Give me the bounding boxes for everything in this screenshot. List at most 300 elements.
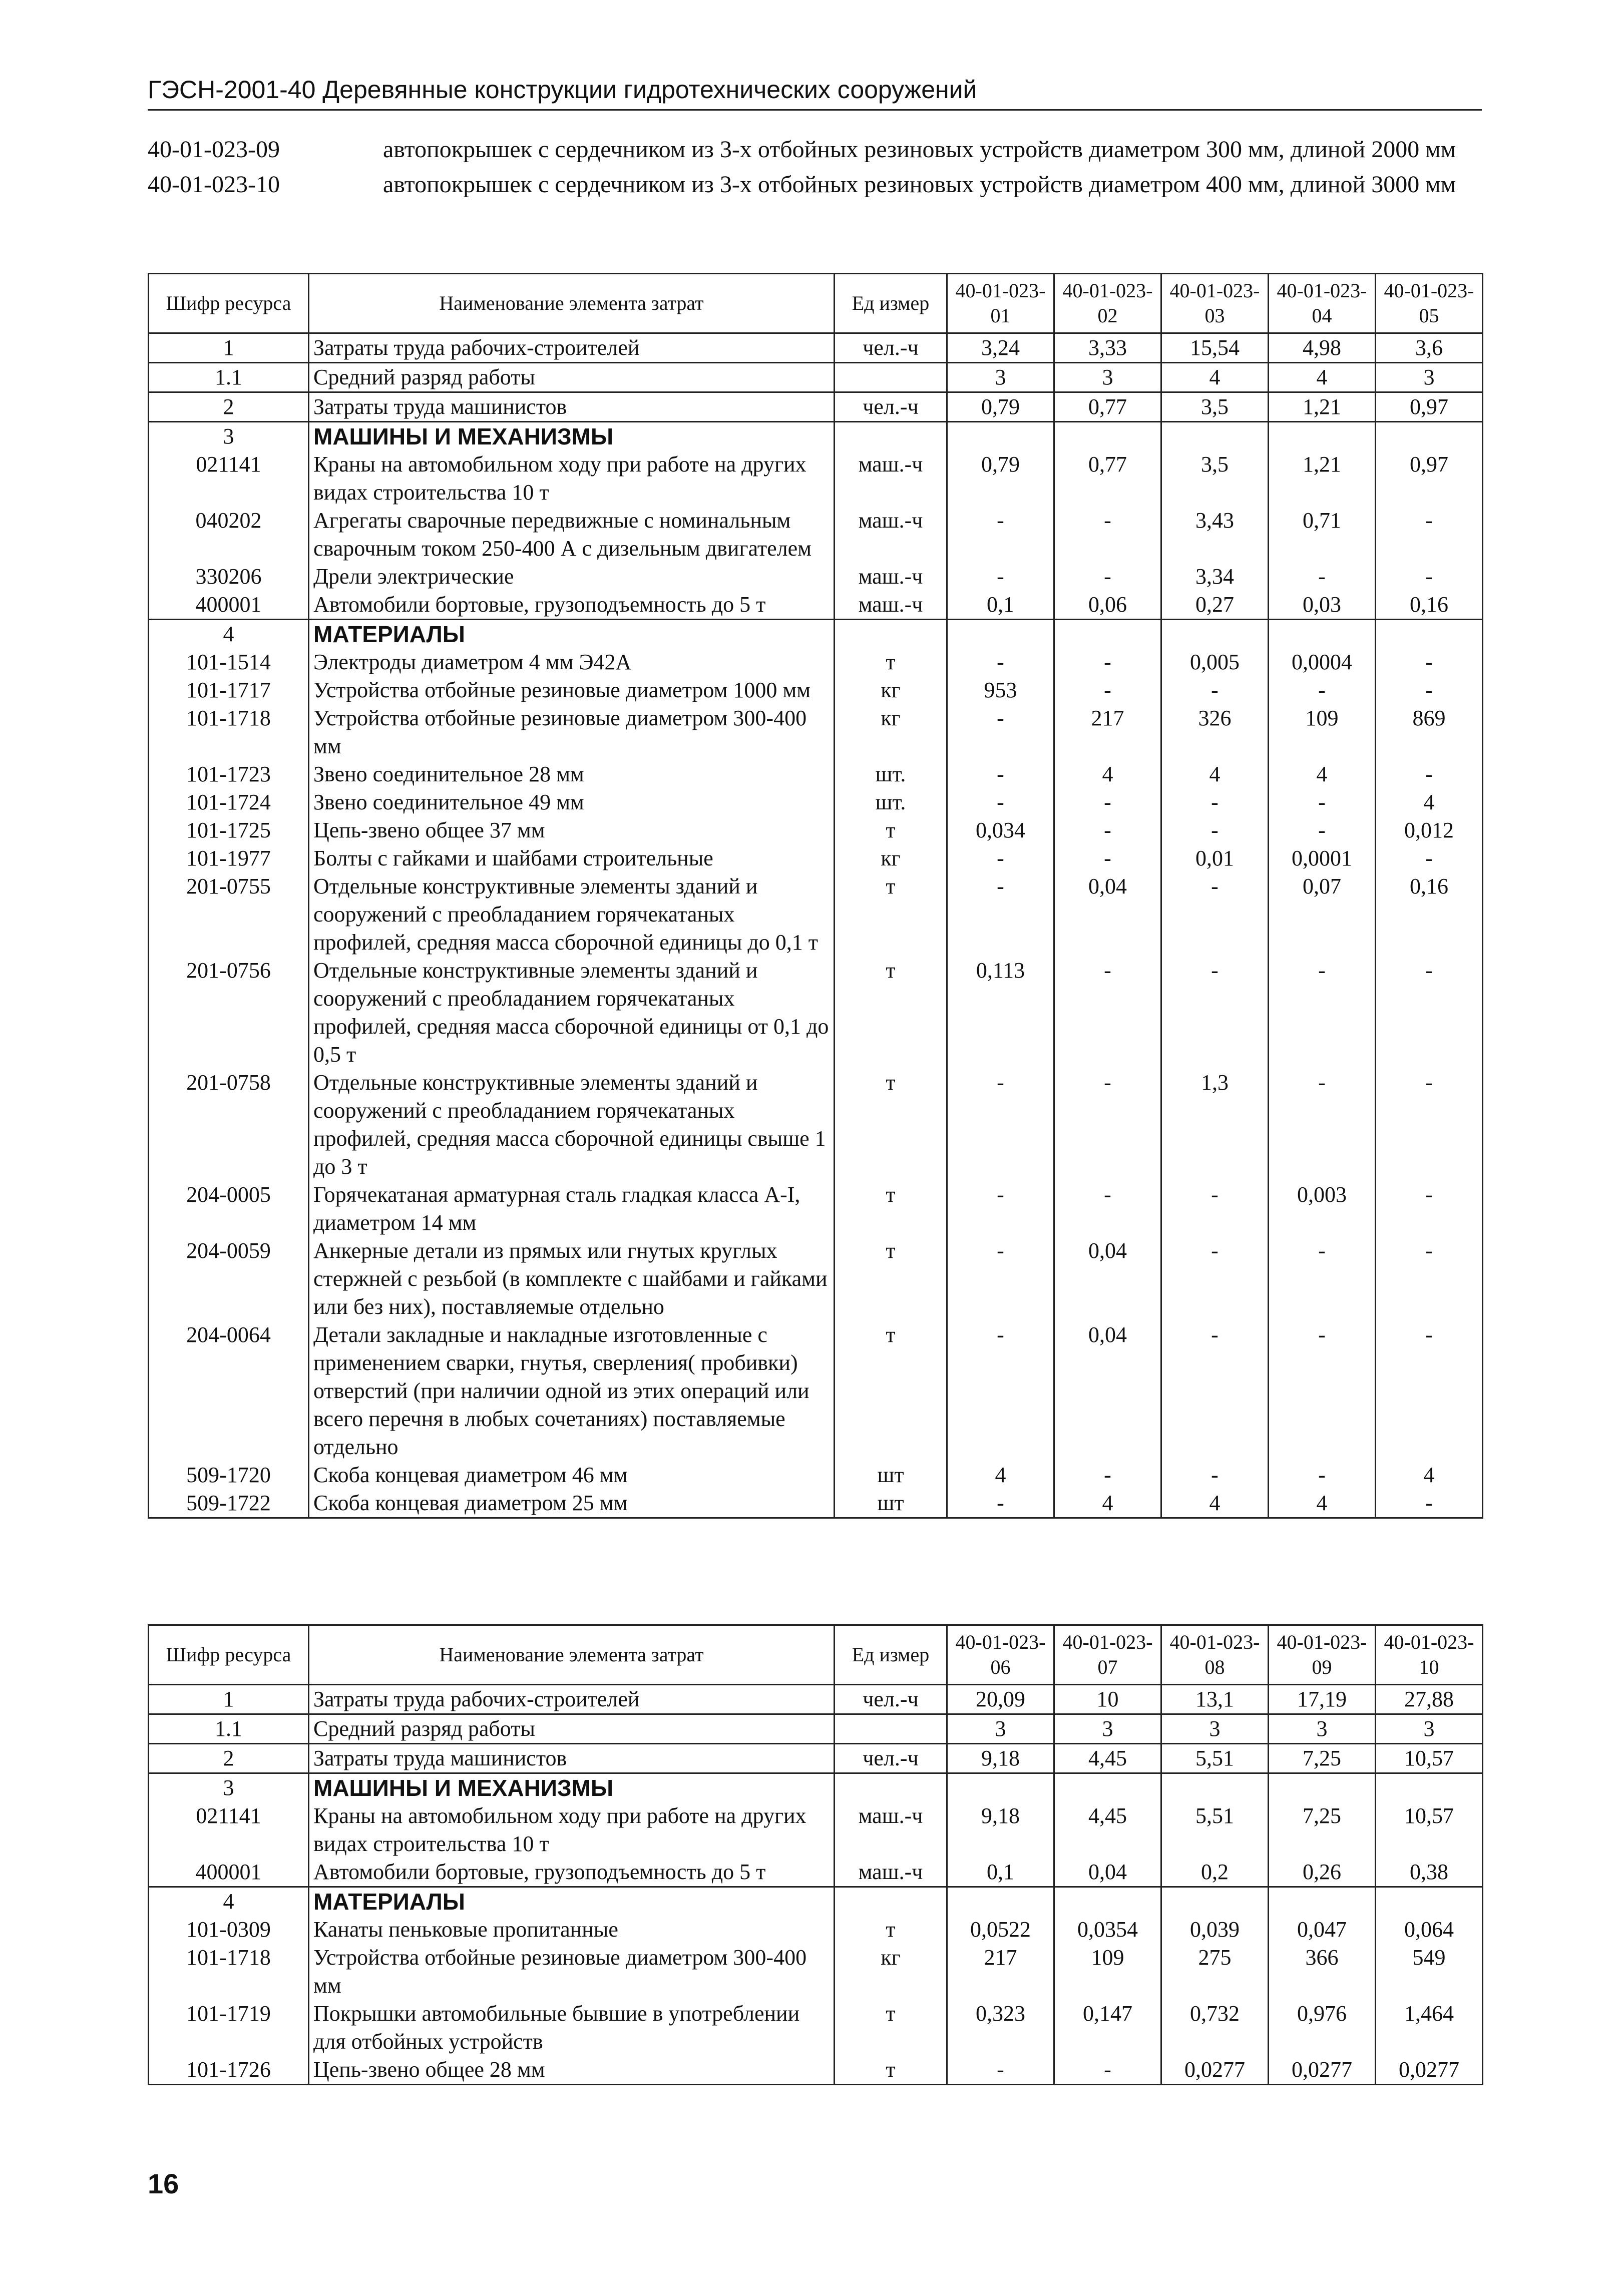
row-value: 4 xyxy=(1376,788,1483,816)
row-code: 4 xyxy=(149,1887,309,1916)
row-value xyxy=(1054,620,1161,649)
row-value: - xyxy=(1376,507,1483,563)
row-value: 4,45 xyxy=(1054,1744,1161,1773)
row-code: 1.1 xyxy=(149,1714,309,1744)
row-unit: шт. xyxy=(835,788,947,816)
row-value: 0,07 xyxy=(1269,872,1376,957)
row-value xyxy=(1376,1887,1483,1916)
row-value: 0,113 xyxy=(947,957,1054,1069)
row-value: 17,19 xyxy=(1269,1685,1376,1714)
row-name: Отдельные конструктивные элементы зданий и сооружений с преобладанием горячекатаных профилей, средняя масса сборочной единицы до 0,1 т xyxy=(309,872,835,957)
row-value: 366 xyxy=(1269,1944,1376,2000)
table-row xyxy=(149,422,1483,451)
row-name: Цепь-звено общее 28 мм xyxy=(309,2056,835,2085)
row-value: 9,18 xyxy=(947,1744,1054,1773)
row-value: 0,2 xyxy=(1161,1858,1269,1887)
page-header: ГЭСН-2001-40 Деревянные конструкции гидротехнических сооружений xyxy=(148,75,1482,111)
row-value: 217 xyxy=(1054,704,1161,760)
row-unit xyxy=(835,422,947,451)
table-row xyxy=(149,816,1483,844)
row-unit: маш.-ч xyxy=(835,450,947,507)
row-value: - xyxy=(1054,563,1161,591)
row-value xyxy=(947,620,1054,649)
row-code: 021141 xyxy=(149,450,309,507)
row-code: 101-1717 xyxy=(149,676,309,704)
row-value: 0,047 xyxy=(1269,1916,1376,1944)
row-name: Канаты пеньковые пропитанные xyxy=(309,1916,835,1944)
row-value: - xyxy=(1054,1181,1161,1237)
table-row xyxy=(149,704,1483,760)
row-name: Средний разряд работы xyxy=(309,1714,835,1744)
table-row xyxy=(149,1321,1483,1461)
row-value: 3 xyxy=(1054,363,1161,392)
row-name: Болты с гайками и шайбами строительные xyxy=(309,844,835,872)
row-name: Звено соединительное 28 мм xyxy=(309,760,835,788)
row-value: - xyxy=(1161,872,1269,957)
row-value: 3 xyxy=(947,363,1054,392)
row-name: Автомобили бортовые, грузоподъемность до 5 т xyxy=(309,591,835,620)
row-value xyxy=(1054,1773,1161,1802)
row-unit xyxy=(835,363,947,392)
row-unit: чел.-ч xyxy=(835,1744,947,1773)
row-code: 101-1977 xyxy=(149,844,309,872)
row-code: 400001 xyxy=(149,591,309,620)
row-value: 109 xyxy=(1269,704,1376,760)
row-value: 3 xyxy=(947,1714,1054,1744)
resource-table-2 xyxy=(148,1624,1483,2085)
row-value: - xyxy=(947,1237,1054,1321)
row-value: 0,16 xyxy=(1376,872,1483,957)
row-value: 1,3 xyxy=(1161,1069,1269,1181)
row-name: Устройства отбойные резиновые диаметром 300-400 мм xyxy=(309,1944,835,2000)
table-row xyxy=(149,1916,1483,1944)
header-unit: Ед измер xyxy=(835,274,947,333)
row-code: 330206 xyxy=(149,563,309,591)
table-row xyxy=(149,1858,1483,1887)
row-unit: чел.-ч xyxy=(835,392,947,422)
row-value: 4 xyxy=(1054,1489,1161,1518)
table-row xyxy=(149,1944,1483,2000)
row-name: Затраты труда машинистов xyxy=(309,1744,835,1773)
row-value: 3,5 xyxy=(1161,392,1269,422)
row-code: 509-1722 xyxy=(149,1489,309,1518)
row-value: - xyxy=(1269,1069,1376,1181)
row-value: - xyxy=(1376,676,1483,704)
row-value: 5,51 xyxy=(1161,1802,1269,1858)
row-code: 400001 xyxy=(149,1858,309,1887)
row-name: Детали закладные и накладные изготовленные с применением сварки, гнутья, сверления( пробивки) отверстий (при наличии одной из этих операций или всего перечня в любых сочетаниях) поставляемые отдельно xyxy=(309,1321,835,1461)
table-row xyxy=(149,844,1483,872)
row-name: Устройства отбойные резиновые диаметром 1000 мм xyxy=(309,676,835,704)
intro-item xyxy=(148,135,1482,164)
row-unit: кг xyxy=(835,676,947,704)
row-value: 9,18 xyxy=(947,1802,1054,1858)
row-value: - xyxy=(1376,1237,1483,1321)
row-unit: чел.-ч xyxy=(835,333,947,363)
row-value: - xyxy=(1054,648,1161,676)
row-value: 0,0004 xyxy=(1269,648,1376,676)
row-unit xyxy=(835,1773,947,1802)
table-row xyxy=(149,760,1483,788)
row-value: 0,0277 xyxy=(1161,2056,1269,2085)
row-code: 2 xyxy=(149,392,309,422)
row-value: 0,79 xyxy=(947,450,1054,507)
row-value: - xyxy=(1269,1237,1376,1321)
table-row xyxy=(149,788,1483,816)
row-unit: шт. xyxy=(835,760,947,788)
row-code: 3 xyxy=(149,1773,309,1802)
row-value xyxy=(1376,422,1483,451)
row-value: 0,0277 xyxy=(1376,2056,1483,2085)
row-value: 0,034 xyxy=(947,816,1054,844)
row-value xyxy=(1054,1887,1161,1916)
row-value: 0,27 xyxy=(1161,591,1269,620)
row-value: 20,09 xyxy=(947,1685,1054,1714)
header-code: Шифр ресурса xyxy=(149,274,309,333)
intro-code: 40-01-023-09 xyxy=(148,136,280,163)
row-value: 10 xyxy=(1054,1685,1161,1714)
row-unit: маш.-ч xyxy=(835,507,947,563)
row-value: - xyxy=(1269,788,1376,816)
header-code: Шифр ресурса xyxy=(149,1625,309,1685)
row-value: 0,147 xyxy=(1054,2000,1161,2056)
row-value: - xyxy=(1269,676,1376,704)
row-value: 7,25 xyxy=(1269,1802,1376,1858)
row-code: 2 xyxy=(149,1744,309,1773)
row-value: 4 xyxy=(1269,1489,1376,1518)
row-unit xyxy=(835,620,947,649)
row-code: 101-1719 xyxy=(149,2000,309,2056)
table-row xyxy=(149,620,1483,649)
row-value xyxy=(1269,422,1376,451)
row-name: Затраты труда рабочих-строителей xyxy=(309,1685,835,1714)
row-value: - xyxy=(1161,816,1269,844)
row-unit: т xyxy=(835,2000,947,2056)
row-code: 509-1720 xyxy=(149,1461,309,1489)
row-value: 0,003 xyxy=(1269,1181,1376,1237)
row-code: 201-0755 xyxy=(149,872,309,957)
row-value: 4 xyxy=(1269,363,1376,392)
row-value: 0,1 xyxy=(947,1858,1054,1887)
row-name: Цепь-звено общее 37 мм xyxy=(309,816,835,844)
table-header-row xyxy=(149,1625,1483,1685)
table-row xyxy=(149,1887,1483,1916)
row-value: - xyxy=(1161,1321,1269,1461)
row-name: Затраты труда машинистов xyxy=(309,392,835,422)
row-value: - xyxy=(1269,1461,1376,1489)
header-col: 40-01-023-02 xyxy=(1054,274,1161,333)
row-value: 0,064 xyxy=(1376,1916,1483,1944)
table-row xyxy=(149,507,1483,563)
row-value: 0,26 xyxy=(1269,1858,1376,1887)
table-row xyxy=(149,1802,1483,1858)
row-value: 4,98 xyxy=(1269,333,1376,363)
row-name: Краны на автомобильном ходу при работе на других видах строительства 10 т xyxy=(309,450,835,507)
row-value: 0,04 xyxy=(1054,1237,1161,1321)
row-value: - xyxy=(1054,1069,1161,1181)
row-value: 0,38 xyxy=(1376,1858,1483,1887)
row-value: 4 xyxy=(1161,363,1269,392)
row-name: Звено соединительное 49 мм xyxy=(309,788,835,816)
page-number: 16 xyxy=(148,2168,179,2199)
row-value: 1,21 xyxy=(1269,392,1376,422)
row-name: Покрышки автомобильные бывшие в употреблении для отбойных устройств xyxy=(309,2000,835,2056)
row-value: 4 xyxy=(1161,760,1269,788)
row-value: 5,51 xyxy=(1161,1744,1269,1773)
row-name: Горячекатаная арматурная сталь гладкая класса А-I, диаметром 14 мм xyxy=(309,1181,835,1237)
row-code: 040202 xyxy=(149,507,309,563)
table-row xyxy=(149,392,1483,422)
row-value: 0,97 xyxy=(1376,450,1483,507)
row-unit: шт xyxy=(835,1489,947,1518)
table-row xyxy=(149,363,1483,392)
row-value: - xyxy=(947,507,1054,563)
row-code: 4 xyxy=(149,620,309,649)
row-code: 204-0064 xyxy=(149,1321,309,1461)
row-value: 0,77 xyxy=(1054,450,1161,507)
table-row xyxy=(149,1069,1483,1181)
row-value: 3 xyxy=(1054,1714,1161,1744)
row-value: - xyxy=(947,648,1054,676)
row-value: 3 xyxy=(1376,363,1483,392)
row-value: - xyxy=(947,1069,1054,1181)
header-col: 40-01-023-07 xyxy=(1054,1625,1161,1685)
row-unit xyxy=(835,1714,947,1744)
row-value: - xyxy=(1054,788,1161,816)
row-value: 549 xyxy=(1376,1944,1483,2000)
table-row xyxy=(149,1237,1483,1321)
row-value: 3,5 xyxy=(1161,450,1269,507)
row-unit: маш.-ч xyxy=(835,1858,947,1887)
row-value: - xyxy=(1376,1489,1483,1518)
row-unit: маш.-ч xyxy=(835,591,947,620)
row-value: 15,54 xyxy=(1161,333,1269,363)
row-value: 0,06 xyxy=(1054,591,1161,620)
row-value: 0,005 xyxy=(1161,648,1269,676)
row-unit xyxy=(835,1887,947,1916)
row-code: 101-1723 xyxy=(149,760,309,788)
row-value: 0,04 xyxy=(1054,872,1161,957)
row-value: - xyxy=(947,760,1054,788)
row-value: - xyxy=(1376,1181,1483,1237)
row-unit: т xyxy=(835,648,947,676)
table-row xyxy=(149,591,1483,620)
row-code: 101-1724 xyxy=(149,788,309,816)
row-value: 0,97 xyxy=(1376,392,1483,422)
row-name: Скоба концевая диаметром 46 мм xyxy=(309,1461,835,1489)
row-value: 10,57 xyxy=(1376,1802,1483,1858)
table-row xyxy=(149,1181,1483,1237)
row-unit: т xyxy=(835,957,947,1069)
table-row xyxy=(149,1461,1483,1489)
row-name: Автомобили бортовые, грузоподъемность до 5 т xyxy=(309,1858,835,1887)
row-unit: т xyxy=(835,1069,947,1181)
row-value: - xyxy=(947,563,1054,591)
row-value: - xyxy=(947,1321,1054,1461)
row-value: 13,1 xyxy=(1161,1685,1269,1714)
header-col: 40-01-023-08 xyxy=(1161,1625,1269,1685)
row-value: - xyxy=(1054,816,1161,844)
row-value: 4 xyxy=(1376,1461,1483,1489)
row-code: 101-1718 xyxy=(149,704,309,760)
row-value xyxy=(947,1887,1054,1916)
intro-list xyxy=(148,135,1482,205)
table-row xyxy=(149,1773,1483,1802)
row-value xyxy=(947,1773,1054,1802)
row-name: Электроды диаметром 4 мм Э42А xyxy=(309,648,835,676)
row-value: - xyxy=(1269,957,1376,1069)
header-unit: Ед измер xyxy=(835,1625,947,1685)
row-value: - xyxy=(1376,760,1483,788)
table-row xyxy=(149,2056,1483,2085)
row-value: 4 xyxy=(1161,1489,1269,1518)
header-col: 40-01-023-09 xyxy=(1269,1625,1376,1685)
row-value: 4,45 xyxy=(1054,1802,1161,1858)
table-row xyxy=(149,333,1483,363)
row-unit: кг xyxy=(835,704,947,760)
row-name: МАТЕРИАЛЫ xyxy=(309,1887,835,1916)
row-value: - xyxy=(947,1489,1054,1518)
header-name: Наименование элемента затрат xyxy=(309,274,835,333)
row-value: - xyxy=(1054,844,1161,872)
row-code: 021141 xyxy=(149,1802,309,1858)
row-value: 0,323 xyxy=(947,2000,1054,2056)
row-value: 0,77 xyxy=(1054,392,1161,422)
row-unit: т xyxy=(835,872,947,957)
row-value: 3,6 xyxy=(1376,333,1483,363)
row-code: 101-0309 xyxy=(149,1916,309,1944)
row-name: МАШИНЫ И МЕХАНИЗМЫ xyxy=(309,1773,835,1802)
row-code: 1.1 xyxy=(149,363,309,392)
row-value: - xyxy=(1161,957,1269,1069)
row-value: 953 xyxy=(947,676,1054,704)
row-value: 0,04 xyxy=(1054,1858,1161,1887)
row-value: - xyxy=(947,844,1054,872)
row-code: 101-1514 xyxy=(149,648,309,676)
row-value: - xyxy=(1269,563,1376,591)
intro-item xyxy=(148,170,1482,199)
row-code: 201-0756 xyxy=(149,957,309,1069)
table-row xyxy=(149,1714,1483,1744)
row-value: 0,0354 xyxy=(1054,1916,1161,1944)
row-value: 275 xyxy=(1161,1944,1269,2000)
row-value xyxy=(1269,1887,1376,1916)
row-unit: т xyxy=(835,816,947,844)
row-value: - xyxy=(1376,844,1483,872)
row-unit: кг xyxy=(835,844,947,872)
row-value xyxy=(1269,1773,1376,1802)
intro-text: автопокрышек с сердечником из 3-х отбойных резиновых устройств диаметром 400 мм, длиной 3000 мм xyxy=(383,171,1456,198)
header-col: 40-01-023-10 xyxy=(1376,1625,1483,1685)
row-value: - xyxy=(1376,563,1483,591)
row-value: - xyxy=(947,2056,1054,2085)
row-value: - xyxy=(1376,648,1483,676)
row-code: 101-1718 xyxy=(149,1944,309,2000)
row-name: Затраты труда рабочих-строителей xyxy=(309,333,835,363)
header-col: 40-01-023-05 xyxy=(1376,274,1483,333)
row-value: - xyxy=(1054,1461,1161,1489)
row-value: - xyxy=(1054,2056,1161,2085)
row-value xyxy=(1161,1773,1269,1802)
row-value: 0,01 xyxy=(1161,844,1269,872)
row-value: - xyxy=(1054,507,1161,563)
table-row xyxy=(149,450,1483,507)
row-unit: чел.-ч xyxy=(835,1685,947,1714)
row-value: - xyxy=(947,1181,1054,1237)
intro-text: автопокрышек с сердечником из 3-х отбойных резиновых устройств диаметром 300 мм, длиной 2000 мм xyxy=(383,136,1456,163)
table-row xyxy=(149,2000,1483,2056)
row-value: 0,732 xyxy=(1161,2000,1269,2056)
row-value: 27,88 xyxy=(1376,1685,1483,1714)
row-code: 204-0059 xyxy=(149,1237,309,1321)
row-code: 204-0005 xyxy=(149,1181,309,1237)
row-value: 0,03 xyxy=(1269,591,1376,620)
row-value: 0,79 xyxy=(947,392,1054,422)
row-value xyxy=(1054,422,1161,451)
row-unit: маш.-ч xyxy=(835,1802,947,1858)
row-value: 0,16 xyxy=(1376,591,1483,620)
row-unit: кг xyxy=(835,1944,947,2000)
intro-code: 40-01-023-10 xyxy=(148,171,280,198)
row-value: 7,25 xyxy=(1269,1744,1376,1773)
row-value: 4 xyxy=(1269,760,1376,788)
row-value: - xyxy=(1376,957,1483,1069)
row-unit: шт xyxy=(835,1461,947,1489)
row-value xyxy=(947,422,1054,451)
row-unit: т xyxy=(835,2056,947,2085)
row-name: Отдельные конструктивные элементы зданий и сооружений с преобладанием горячекатаных профилей, средняя масса сборочной единицы от 0,1 до 0,5 т xyxy=(309,957,835,1069)
table-row xyxy=(149,1744,1483,1773)
row-unit: т xyxy=(835,1181,947,1237)
row-value: - xyxy=(1376,1069,1483,1181)
row-value: 10,57 xyxy=(1376,1744,1483,1773)
row-value: 4 xyxy=(1054,760,1161,788)
row-value: 3,34 xyxy=(1161,563,1269,591)
row-value: - xyxy=(947,872,1054,957)
row-unit: т xyxy=(835,1321,947,1461)
table-row xyxy=(149,563,1483,591)
row-code: 1 xyxy=(149,333,309,363)
table-row xyxy=(149,872,1483,957)
header-col: 40-01-023-03 xyxy=(1161,274,1269,333)
row-name: Скоба концевая диаметром 25 мм xyxy=(309,1489,835,1518)
row-value: 109 xyxy=(1054,1944,1161,2000)
row-value: - xyxy=(1269,1321,1376,1461)
row-value: 3,43 xyxy=(1161,507,1269,563)
table-row xyxy=(149,1489,1483,1518)
row-name: Агрегаты сварочные передвижные с номинальным сварочным током 250-400 А с дизельным двигателем xyxy=(309,507,835,563)
row-name: Отдельные конструктивные элементы зданий и сооружений с преобладанием горячекатаных профилей, средняя масса сборочной единицы свыше 1 до 3 т xyxy=(309,1069,835,1181)
row-name: МАШИНЫ И МЕХАНИЗМЫ xyxy=(309,422,835,451)
row-value: 0,0277 xyxy=(1269,2056,1376,2085)
row-value: 3 xyxy=(1376,1714,1483,1744)
row-name: Краны на автомобильном ходу при работе на других видах строительства 10 т xyxy=(309,1802,835,1858)
row-value: - xyxy=(947,788,1054,816)
row-code: 101-1726 xyxy=(149,2056,309,2085)
row-value: 3 xyxy=(1161,1714,1269,1744)
header-col: 40-01-023-01 xyxy=(947,274,1054,333)
row-name: МАТЕРИАЛЫ xyxy=(309,620,835,649)
row-value: 0,1 xyxy=(947,591,1054,620)
row-value xyxy=(1161,620,1269,649)
row-unit: т xyxy=(835,1916,947,1944)
row-value: - xyxy=(1161,1237,1269,1321)
header-name: Наименование элемента затрат xyxy=(309,1625,835,1685)
row-code: 1 xyxy=(149,1685,309,1714)
header-col: 40-01-023-04 xyxy=(1269,274,1376,333)
row-value: - xyxy=(1054,957,1161,1069)
row-value: 0,039 xyxy=(1161,1916,1269,1944)
